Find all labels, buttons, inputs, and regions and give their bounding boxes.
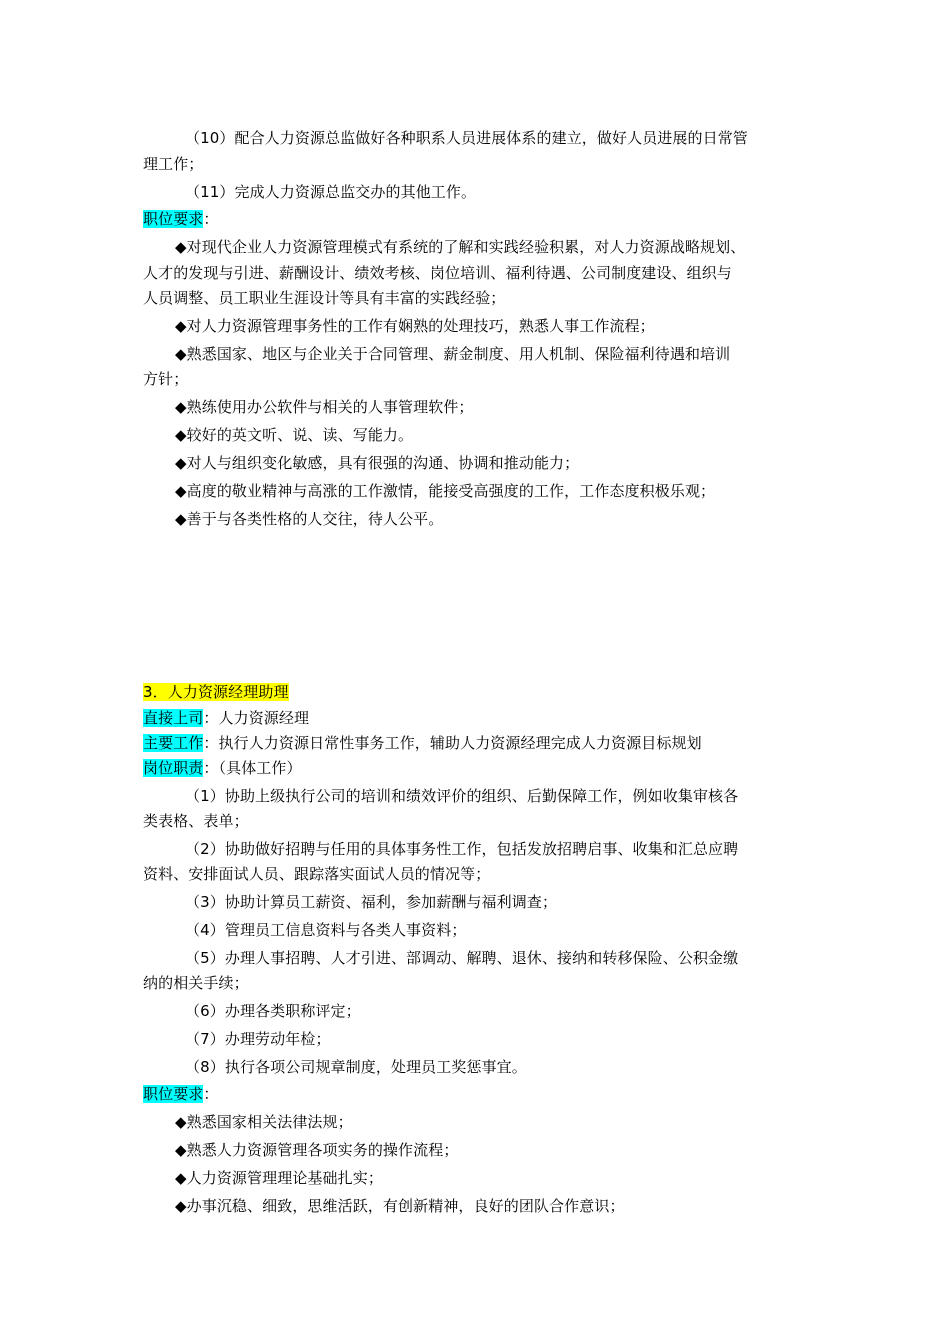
- req-label-b: 职位要求: [143, 1085, 204, 1103]
- req-b-1: ◆熟悉国家相关法律法规；: [175, 1113, 353, 1131]
- req-a-1-cont2: 人员调整、员工职业生涯设计等具有丰富的实践经验；: [143, 289, 506, 307]
- duty-b-8: （8）执行各项公司规章制度，处理员工奖惩事宜。: [185, 1058, 527, 1076]
- duty-value: ：（具体工作）: [203, 759, 302, 777]
- req-a-3-cont: 方针；: [143, 370, 189, 388]
- req-a-7: ◆高度的敬业精神与高涨的工作激情，能接受高强度的工作，工作态度积极乐观；: [175, 482, 716, 500]
- duty-b-4: （4）管理员工信息资料与各类人事资料；: [185, 921, 467, 939]
- section-title-text: 3．人力资源经理助理: [143, 683, 289, 701]
- duty-item-10: （10）配合人力资源总监做好各种职系人员进展体系的建立，做好人员进展的日常管: [185, 129, 748, 147]
- duty-b-2-cont: 资料、安排面试人员、跟踪落实面试人员的情况等；: [143, 865, 491, 883]
- main-work-label: 主要工作: [143, 734, 204, 752]
- req-b-4: ◆办事沉稳、细致，思维活跃，有创新精神，良好的团队合作意识；: [175, 1197, 625, 1215]
- req-a-8: ◆善于与各类性格的人交往，待人公平。: [175, 510, 444, 528]
- duty-b-6: （6）办理各类职称评定；: [185, 1002, 361, 1020]
- req-b-2: ◆熟悉人力资源管理各项实务的操作流程；: [175, 1141, 459, 1159]
- req-heading-b: [143, 1083, 219, 1105]
- duty-b-3: （3）协助计算员工薪资、福利，参加薪酬与福利调查；: [185, 893, 558, 911]
- supervisor-label: 直接上司: [143, 709, 204, 727]
- req-a-1: ◆对现代企业人力资源管理模式有系统的了解和实践经验积累，对人力资源战略规划、: [175, 238, 746, 256]
- req-heading-a: [143, 208, 219, 230]
- req-a-6: ◆对人与组织变化敏感，具有很强的沟通、协调和推动能力；: [175, 454, 580, 472]
- req-label-a: 职位要求: [143, 210, 204, 228]
- req-a-3: ◆熟悉国家、地区与企业关于合同管理、薪金制度、用人机制、保险福利待遇和培训: [175, 345, 731, 363]
- section-title: [143, 681, 289, 703]
- duty-b-5: （5）办理人事招聘、人才引进、部调动、解聘、退休、接纳和转移保险、公积金缴: [185, 949, 739, 967]
- req-colon-a: ：: [203, 210, 219, 228]
- duty-row: [143, 757, 302, 779]
- duty-item-10-cont: 理工作；: [143, 155, 204, 173]
- main-work-row: [143, 732, 702, 754]
- req-a-4: ◆熟练使用办公软件与相关的人事管理软件；: [175, 398, 474, 416]
- req-a-2: ◆对人力资源管理事务性的工作有娴熟的处理技巧，熟悉人事工作流程；: [175, 317, 655, 335]
- supervisor-row: [143, 707, 309, 729]
- duty-b-7: （7）办理劳动年检；: [185, 1030, 331, 1048]
- req-colon-b: ：: [203, 1085, 219, 1103]
- duty-b-2: （2）协助做好招聘与任用的具体事务性工作，包括发放招聘启事、收集和汇总应聘: [185, 840, 739, 858]
- req-b-3: ◆人力资源管理理论基础扎实；: [175, 1169, 383, 1187]
- supervisor-value: ：人力资源经理: [203, 709, 310, 727]
- req-a-1-cont1: 人才的发现与引进、薪酬设计、绩效考核、岗位培训、福利待遇、公司制度建设、组织与: [143, 264, 732, 282]
- duty-b-1: （1）协助上级执行公司的培训和绩效评价的组织、后勤保障工作，例如收集审核各: [185, 787, 739, 805]
- duty-label: 岗位职责: [143, 759, 204, 777]
- duty-item-11: （11）完成人力资源总监交办的其他工作。: [185, 183, 477, 201]
- duty-b-1-cont: 类表格、表单；: [143, 812, 249, 830]
- duty-b-5-cont: 纳的相关手续；: [143, 974, 249, 992]
- main-work-value: ：执行人力资源日常性事务工作，辅助人力资源经理完成人力资源目标规划: [203, 734, 702, 752]
- req-a-5: ◆较好的英文听、说、读、写能力。: [175, 426, 414, 444]
